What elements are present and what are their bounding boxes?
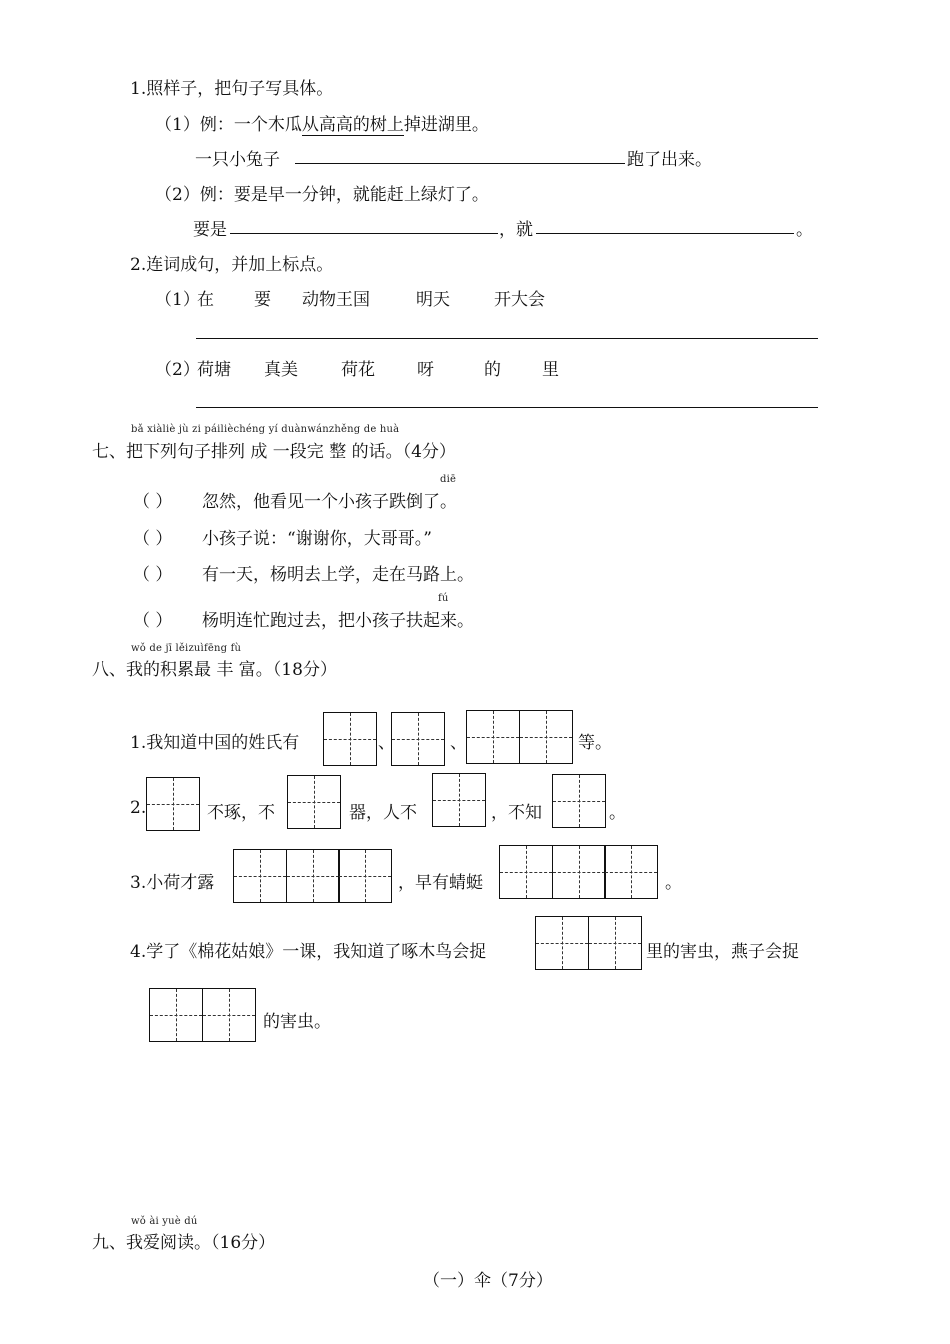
q2-item1-word: 在: [197, 290, 214, 310]
q2-item1-answer-line[interactable]: [196, 338, 818, 339]
q1-example1-underlined: 从高高的树上: [301, 115, 404, 135]
s8-q1-suffix: 等。: [578, 733, 612, 753]
tianzi-cell[interactable]: [233, 849, 287, 903]
q1-example1-prefix: （1）例：一个木瓜: [155, 115, 302, 135]
q2-item1-num: （1）: [155, 290, 200, 310]
q1-fill2-blank2[interactable]: [536, 233, 794, 234]
s8-q1-sep: 、: [378, 733, 395, 753]
s8-q2-part2: 器，人不: [349, 803, 417, 823]
tianzi-cell[interactable]: [588, 916, 642, 970]
s8-q2-part1: 不琢，不: [207, 803, 275, 823]
order-paren[interactable]: （ ）: [133, 529, 173, 549]
order-paren[interactable]: （ ）: [133, 565, 173, 585]
q2-item2-answer-line[interactable]: [196, 407, 818, 408]
order-sentence: 忽然，他看见一个小孩子跌倒了。: [202, 492, 457, 512]
s8-q3-prefix: 3.小荷才露: [130, 873, 215, 893]
tianzi-cell[interactable]: [519, 710, 573, 764]
section9-pinyin: wǒ ài yuè dú: [131, 1216, 198, 1227]
tianzi-cell[interactable]: [391, 712, 445, 766]
order-paren[interactable]: （ ）: [133, 492, 173, 512]
q1-fill2-blank1[interactable]: [230, 233, 498, 234]
q2-item2-num: （2）: [155, 360, 200, 380]
tianzi-cell[interactable]: [287, 775, 341, 829]
section8-pinyin: wǒ de jī lěizuìfēng fù: [131, 643, 242, 654]
s8-q4-prefix: 4.学了《棉花姑娘》一课，我知道了啄木鸟会捉: [130, 942, 487, 962]
q2-item2-word: 荷塘: [197, 360, 231, 380]
tianzi-cell[interactable]: [604, 845, 658, 899]
s8-q4-end: 的害虫。: [263, 1012, 331, 1032]
q1-fill1-blank[interactable]: [295, 163, 625, 164]
tianzi-grid[interactable]: [466, 710, 571, 764]
q2-item2-word: 真美: [264, 360, 298, 380]
q2-item1-word: 动物王国: [302, 290, 370, 310]
s8-q3-end: 。: [665, 873, 682, 893]
order-paren[interactable]: （ ）: [133, 611, 173, 631]
q2-title: 2.连词成句，并加上标点。: [130, 255, 334, 275]
tianzi-cell[interactable]: [432, 773, 486, 827]
tianzi-cell[interactable]: [202, 988, 256, 1042]
q1-fill1-end: 跑了出来。: [627, 150, 712, 170]
tianzi-cell[interactable]: [286, 849, 340, 903]
tianzi-cell[interactable]: [466, 710, 520, 764]
tianzi-cell[interactable]: [552, 845, 606, 899]
order-sentence: 小孩子说：“谢谢你，大哥哥。”: [202, 529, 432, 549]
pinyin-fu: fú: [438, 593, 449, 604]
tianzi-grid[interactable]: [287, 775, 340, 829]
q2-item1-word: 明天: [416, 290, 450, 310]
tianzi-cell[interactable]: [323, 712, 377, 766]
tianzi-grid[interactable]: [323, 712, 376, 766]
s8-q4-mid: 里的害虫，燕子会捉: [646, 942, 799, 962]
q2-item2-word: 的: [484, 360, 501, 380]
section8-title: 八、我的积累最 丰 富。（18分）: [92, 660, 337, 680]
s8-q1-sep: 、: [450, 733, 467, 753]
q2-item1-word: 开大会: [494, 290, 545, 310]
q1-fill1-start: 一只小兔子: [195, 150, 280, 170]
q1-example2: （2）例：要是早一分钟，就能赶上绿灯了。: [155, 185, 489, 205]
s8-q2-end: 。: [609, 803, 626, 823]
s8-q2-part3: ，不知: [491, 803, 542, 823]
q2-item2-word: 荷花: [341, 360, 375, 380]
section9-subtitle: （一）伞（7分）: [423, 1271, 553, 1291]
tianzi-cell[interactable]: [146, 777, 200, 831]
section9-title: 九、我爱阅读。（16分）: [92, 1233, 276, 1253]
tianzi-cell[interactable]: [338, 849, 392, 903]
tianzi-grid[interactable]: [149, 988, 254, 1042]
q1-fill2-mid: ，就: [499, 220, 533, 240]
q2-item1-word: 要: [254, 290, 271, 310]
q1-example1-suffix: 掉进湖里。: [403, 115, 489, 135]
q2-item2-word: 里: [542, 360, 559, 380]
q1-fill2-start: 要是: [193, 220, 227, 240]
tianzi-cell[interactable]: [535, 916, 589, 970]
s8-q3-mid: ，早有蜻蜓: [398, 873, 483, 893]
tianzi-cell[interactable]: [149, 988, 203, 1042]
tianzi-grid[interactable]: [432, 773, 485, 827]
tianzi-grid[interactable]: [552, 774, 605, 828]
tianzi-grid[interactable]: [233, 849, 391, 903]
pinyin-die: diē: [440, 474, 457, 485]
s8-q1-prefix: 1.我知道中国的姓氏有: [130, 733, 300, 753]
q1-fill2-end: 。: [796, 220, 813, 240]
tianzi-grid[interactable]: [535, 916, 640, 970]
tianzi-cell[interactable]: [499, 845, 553, 899]
s8-q2-num: 2.: [130, 798, 147, 818]
order-sentence: 有一天，杨明去上学，走在马路上。: [202, 565, 474, 585]
q2-item2-word: 呀: [417, 360, 434, 380]
q1-title: 1.照样子，把句子写具体。: [130, 79, 334, 99]
tianzi-grid[interactable]: [146, 777, 199, 831]
tianzi-grid[interactable]: [391, 712, 444, 766]
section7-title: 七、把下列句子排列 成 一段完 整 的话。（4分）: [92, 442, 456, 462]
section7-pinyin: bǎ xiàliè jù zi páilièchéng yí duànwánzhěng de huà: [131, 424, 400, 435]
tianzi-grid[interactable]: [499, 845, 657, 899]
q1-example1: [155, 110, 489, 135]
tianzi-cell[interactable]: [552, 774, 606, 828]
order-sentence: 杨明连忙跑过去，把小孩子扶起来。: [202, 611, 474, 631]
